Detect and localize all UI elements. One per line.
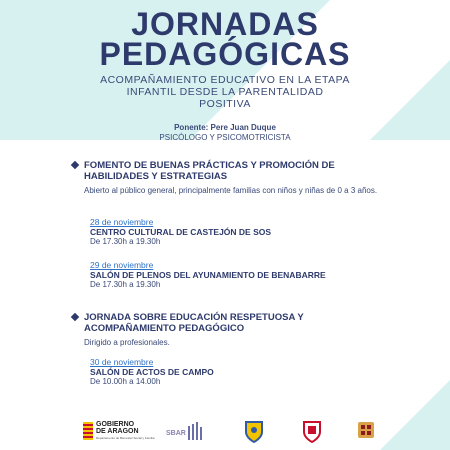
- event-time: De 17.30h a 19.30h: [90, 280, 161, 289]
- section-1-heading: [72, 160, 392, 182]
- speaker-name: Ponente: Pere Juan Duque: [174, 123, 276, 132]
- bullet-diamond-icon: [71, 161, 79, 169]
- event-time: De 17.30h a 19.30h: [90, 237, 161, 246]
- event-item: [90, 357, 410, 387]
- section-1-heading-text: FOMENTO DE BUENAS PRÁCTICAS Y PROMOCIÓN DE HABILIDADES Y ESTRATEGIAS: [84, 160, 335, 182]
- event-item: [90, 217, 410, 247]
- bullet-diamond-icon: [71, 313, 79, 321]
- coat-of-arms-icon: [356, 420, 376, 444]
- sbar-logo-text: SBAR: [166, 430, 186, 437]
- section-2: [72, 312, 392, 348]
- event-place: SALÓN DE PLENOS DEL AYUNAMIENTO DE BENABARRE: [90, 270, 326, 280]
- gobierno-logo-text: GOBIERNO DE ARAGON: [96, 421, 139, 435]
- event-item: [90, 260, 410, 290]
- speaker-role: PSICÓLOGO Y PSICOMOTRICISTA: [159, 133, 291, 142]
- event-place: SALÓN DE ACTOS DE CAMPO: [90, 367, 214, 377]
- section-2-description: Dirigido a profesionales.: [84, 338, 170, 347]
- title-line-2: PEDAGÓGICAS: [99, 36, 351, 72]
- gobierno-logo-subtext: Departamento de Bienestar Social y Familia: [96, 436, 155, 440]
- event-date[interactable]: 30 de noviembre: [90, 357, 154, 367]
- title-line-1: JORNADAS: [131, 6, 319, 42]
- event-place: CENTRO CULTURAL DE CASTEJÓN DE SOS: [90, 227, 272, 237]
- event-date[interactable]: 29 de noviembre: [90, 260, 154, 270]
- section-2-heading: [72, 312, 392, 334]
- event-time: De 10.00h a 14.00h: [90, 377, 161, 386]
- logos-bar: [0, 416, 450, 450]
- gobierno-aragon-logo: [83, 420, 155, 446]
- event-date[interactable]: 28 de noviembre: [90, 217, 154, 227]
- sbar-bars-icon: [186, 422, 204, 442]
- speaker-block: [120, 123, 330, 143]
- section-1: [72, 160, 392, 196]
- sbar-logo: [166, 422, 206, 446]
- coat-of-arms-icon: [302, 420, 322, 444]
- section-2-heading-text: JORNADA SOBRE EDUCACIÓN RESPETUOSA Y ACOMPAÑAMIENTO PEDAGÓGICO: [84, 312, 304, 334]
- coat-of-arms-icon: [244, 420, 264, 444]
- section-1-description: Abierto al público general, principalmente familias con niños y niñas de 0 a 3 años.: [84, 186, 378, 195]
- subtitle: ACOMPAÑAMIENTO EDUCATIVO EN LA ETAPA INFANTIL DESDE LA PARENTALIDAD POSITIVA: [100, 74, 350, 110]
- aragon-flag-icon: [83, 422, 93, 440]
